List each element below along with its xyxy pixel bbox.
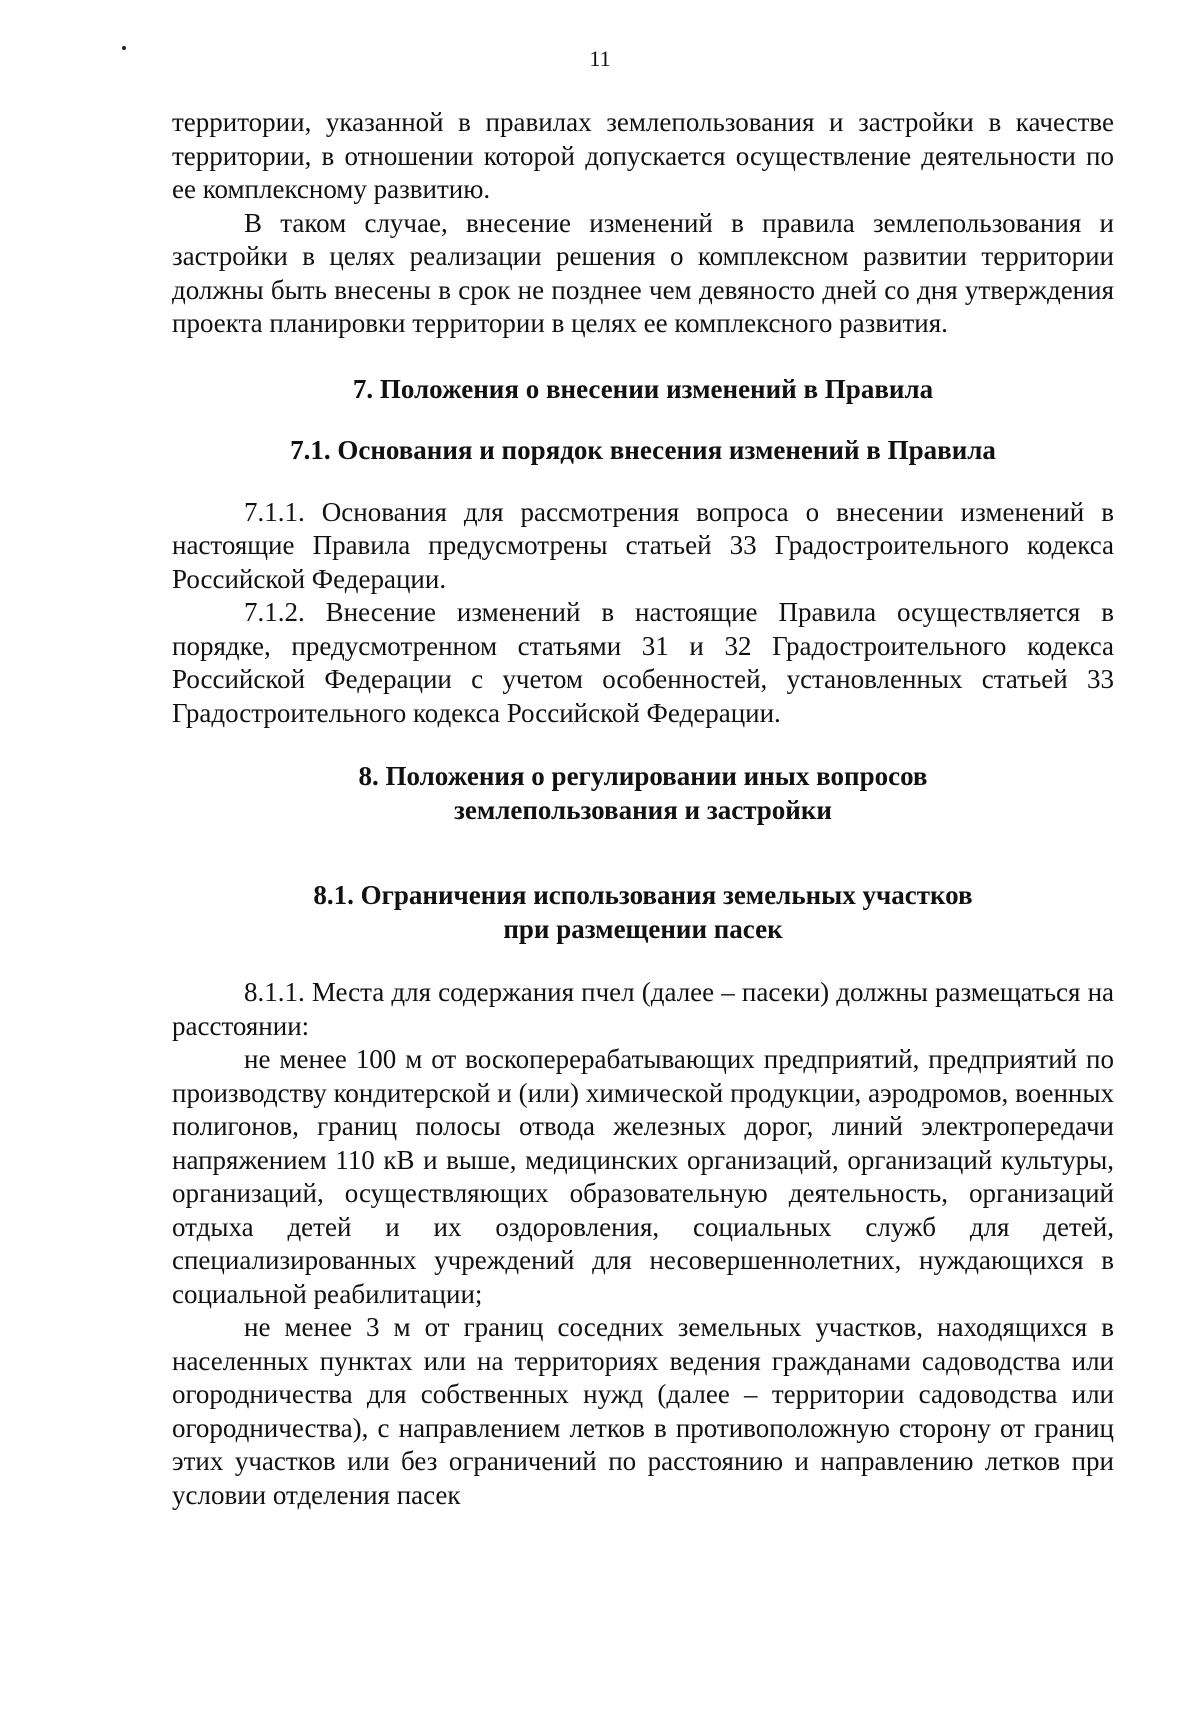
page-number: 11	[589, 46, 611, 71]
section-7-1-heading: 7.1. Основания и порядок внесения изменений в Правила	[290, 435, 996, 465]
paragraph-8-1-1: 8.1.1. Места для содержания пчел (далее – пасеки) должны размещаться на расстоянии:	[172, 977, 1114, 1041]
section-8-heading	[172, 760, 1114, 827]
paragraph: В таком случае, внесение изменений в правила землепользования и застройки в целях реализации решения о комплексном развитии территории должны быть внесены в срок не позднее чем девяносто дней со дня утверждения проекта планировки территории в целях ее комплексного развития.	[172, 207, 1114, 338]
document-body	[172, 106, 1114, 1512]
section-8-1-heading-line-1: 8.1. Ограничения использования земельных участков	[313, 880, 973, 910]
section-8-heading-line-2: землепользования и застройки	[454, 794, 832, 825]
section-8-1-heading-line-2: при размещении пасек	[503, 913, 783, 944]
paragraph-distance-100m: не менее 100 м от воскоперерабатывающих предприятий, предприятий по производству кондитерской и (или) химической продукции, аэродромов, военных полигонов, границ полосы отвода железных дорог, линий электропередачи напряжением 110 кВ и выше, медицинских организаций, организаций культуры, организаций, осуществляющих образовательную деятельность, организаций отдыха детей и их оздоровления, социальных служб для детей, специализированных учреждений для несовершеннолетних, нуждающихся в социальной реабилитации;	[172, 1044, 1114, 1309]
section-8-heading-line-1: 8. Положения о регулировании иных вопросов	[358, 761, 928, 791]
paragraph-distance-3m: не менее 3 м от границ соседних земельных участков, находящихся в населенных пунктах или на территориях ведения гражданами садоводства или огородничества для собственных нужд (далее – территории садоводства или огородничества), с направлением летков в противоположную сторону от границ этих участков или без ограничений по расстоянию и направлению летков при условии отделения пасек	[172, 1312, 1114, 1510]
section-7-heading: 7. Положения о внесении изменений в Правила	[352, 373, 934, 404]
section-8-1-heading	[172, 879, 1114, 946]
paragraph-7-1-2: 7.1.2. Внесение изменений в настоящие Правила осуществляется в порядке, предусмотренном статьями 31 и 32 Градостроительного кодекса Российской Федерации с учетом особенностей, установленных статьей 33 Градостроительного кодекса Российской Федерации.	[172, 597, 1114, 728]
paragraph-continuation: территории, указанной в правилах землепользования и застройки в качестве территории, в отношении которой допускается осуществление деятельности по ее комплексному развитию.	[172, 107, 1114, 204]
paragraph-7-1-1: 7.1.1. Основания для рассмотрения вопроса о внесении изменений в настоящие Правила предусмотрены статьей 33 Градостроительного кодекса Российской Федерации.	[172, 496, 1114, 594]
